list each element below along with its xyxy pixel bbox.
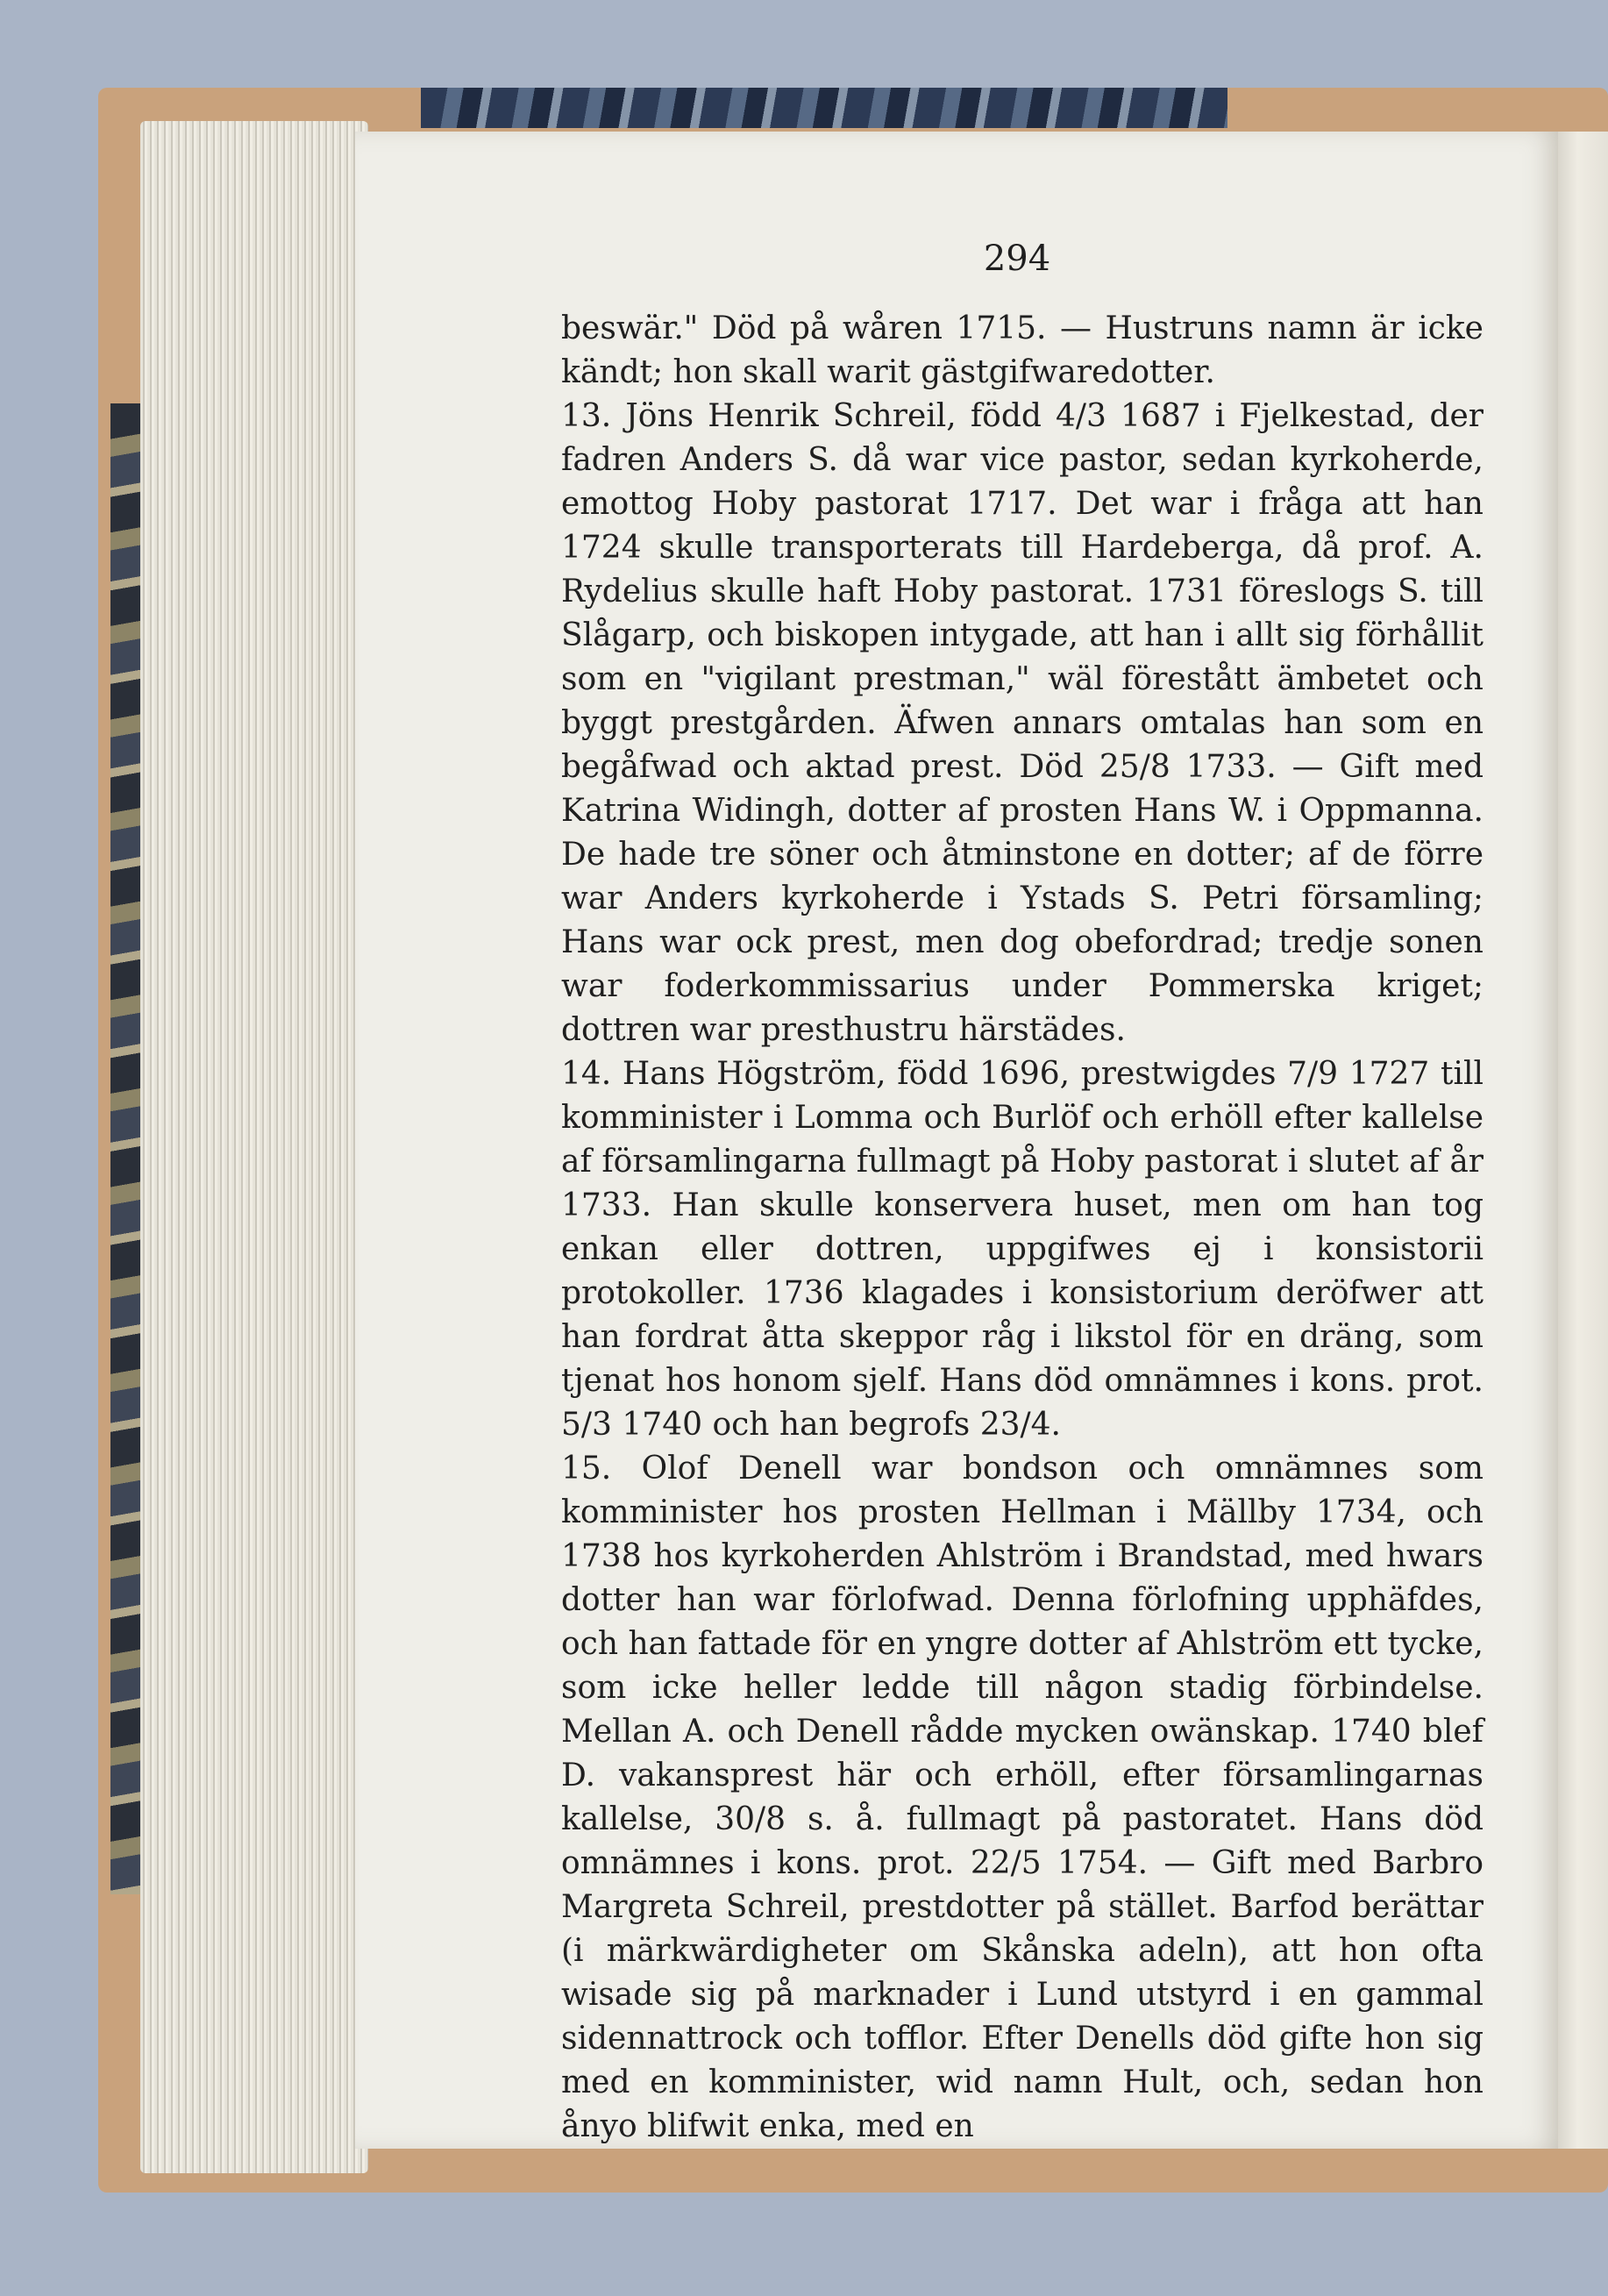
paragraph-continuation: beswär." Död på wåren 1715. — Hustruns namn är icke kändt; hon skall warit gästgifwaredotter. <box>561 310 1483 390</box>
page-number: 294 <box>983 239 1051 279</box>
page-edges <box>140 121 368 2173</box>
paragraph-13: 13. Jöns Henrik Schreil, född 4/3 1687 i Fjelkestad, der fadren Anders S. då war vice pastor, sedan kyrkoherde, emottog Hoby pastorat 1717. Det war i fråga att han 1724 skulle transporterats till Hardeberga, då prof. A. Rydelius skulle haft Hoby pastorat. 1731 föreslogs S. till Slågarp, och biskopen intygade, att han i allt sig förhållit som en "vigilant prestman," wäl förestått ämbetet och byggt prestgården. Äfwen annars omtalas han som en begåfwad och aktad prest. Död 25/8 1733. — Gift med Katrina Widingh, dotter af prosten Hans W. i Oppmanna. De hade tre söner och åtminstone en dotter; af de förre war Anders kyrkoherde i Ystads S. Petri församling; Hans war ock prest, men dog obefordrad; tredje sonen war foderkommissarius under Pommerska kriget; dottren war presthustru härstädes. <box>561 398 1483 1048</box>
paragraph-14: 14. Hans Högström, född 1696, prestwigdes 7/9 1727 till komminister i Lomma och Burlöf och erhöll efter kallelse af församlingarna fullmagt på Hoby pastorat i slutet af år 1733. Han skulle konservera huset, men om han tog enkan eller dottren, uppgifwes ej i konsistorii protokoller. 1736 klagades i konsistorium deröfwer att han fordrat åtta skeppor råg i likstol för en dräng, som tjenat hos honom sjelf. Hans död omnämnes i kons. prot. 5/3 1740 och han begrofs 23/4. <box>561 1056 1483 1443</box>
page-text <box>561 307 1483 2149</box>
marbled-cover-top <box>421 88 1227 128</box>
paragraph-15: 15. Olof Denell war bondson och omnämnes som komminister hos prosten Hellman i Mällby 1734, och 1738 hos kyrkoherden Ahlström i Brandstad, med hwars dotter han war förlofwad. Denna förlofning upphäfdes, och han fattade för en yngre dotter af Ahlström ett tycke, som icke heller ledde till någon stadig förbindelse. Mellan A. och Denell rådde mycken owänskap. 1740 blef D. vakansprest här och erhöll, efter församlingarnas kallelse, 30/8 s. å. fullmagt på pastoratet. Hans död omnämnes i kons. prot. 22/5 1754. — Gift med Barbro Margreta Schreil, prestdotter på stället. Barfod berättar (i märkwärdigheter om Skånska adeln), att hon ofta wisade sig på marknader i Lund utstyrd i en gammal sidennattrock och tofflor. Efter Denells död gifte hon sig med en komminister, wid namn Hult, och, sedan hon ånyo blifwit enka, med en <box>561 1451 1483 2144</box>
facing-page-edge <box>1558 132 1608 2149</box>
